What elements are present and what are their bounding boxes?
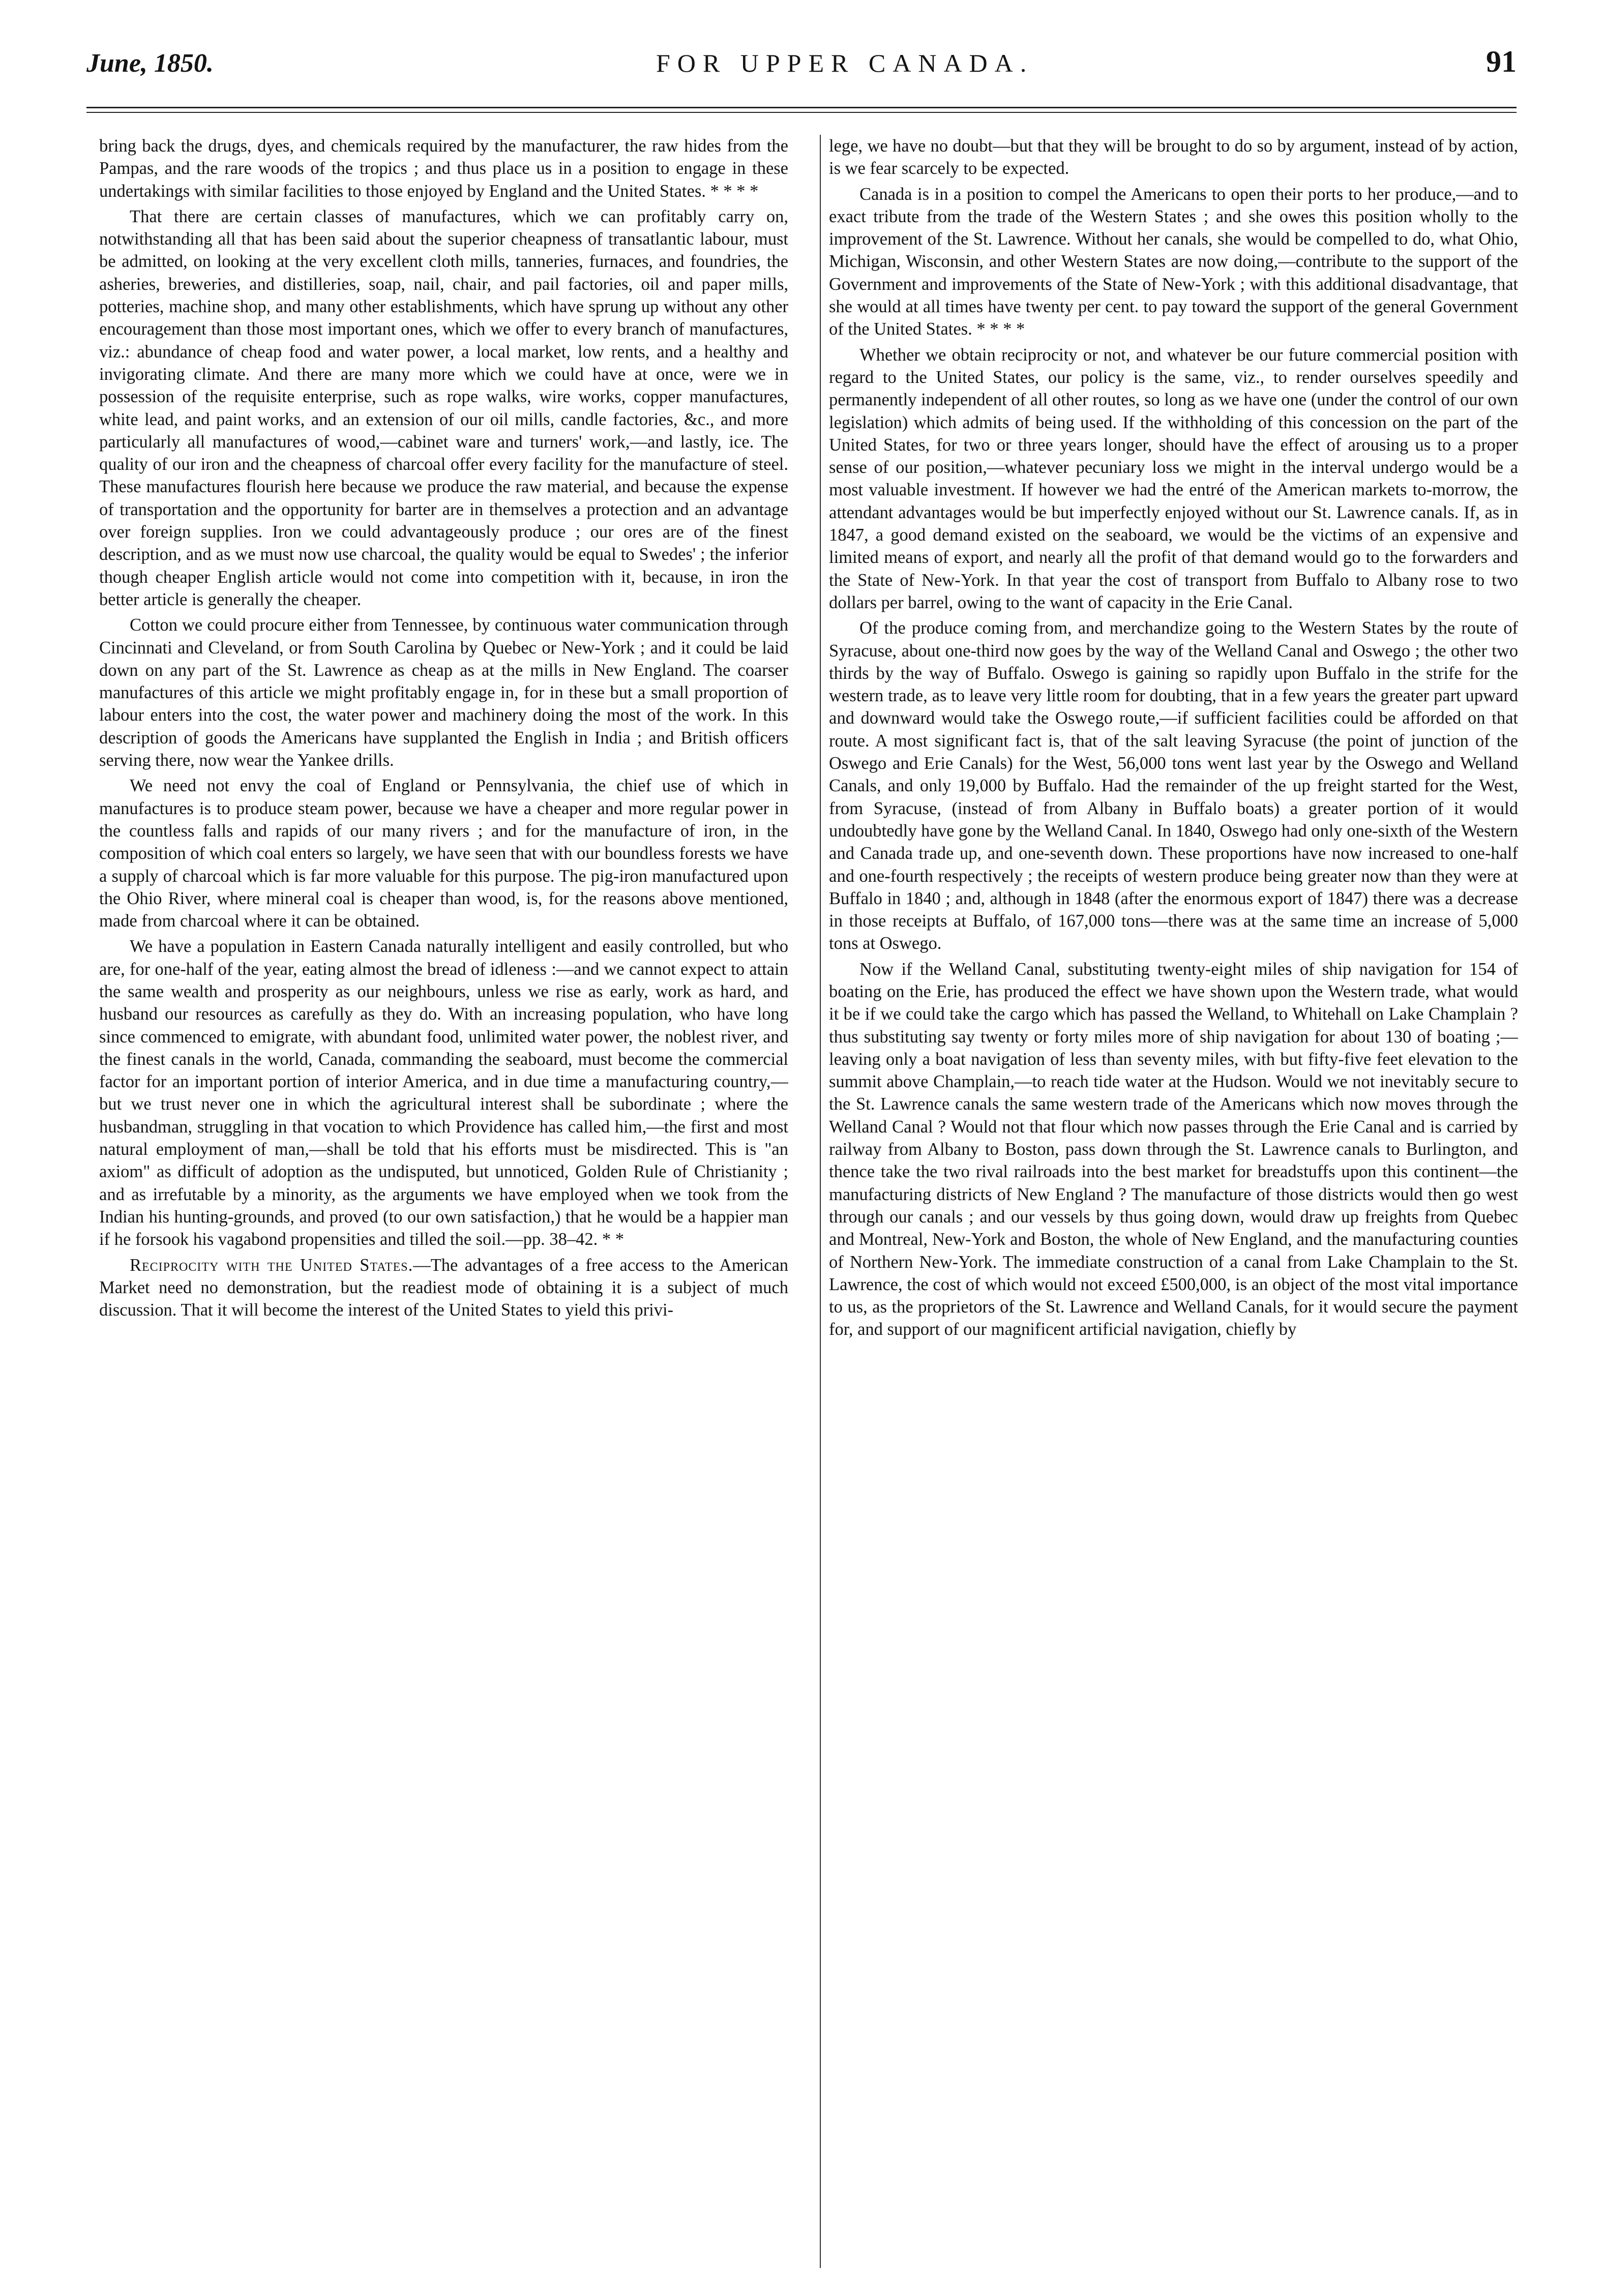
- right-column: [829, 135, 1518, 2268]
- paragraph: We need not envy the coal of England or Pennsylvania, the chief use of which in manufactures is to produce steam power, because we have a cheaper and more regular power in the countless falls and rapids of our many rivers ; and for the manufacture of iron, in the composition of which coal enters so largely, we have seen that with our boundless forests we have a supply of charcoal which is far more valuable for this purpose. The pig-iron manufactured upon the Ohio River, where mineral coal is cheaper than wood, is, for the reasons above mentioned, made from charcoal where it can be obtained.: [99, 776, 788, 931]
- running-head: [86, 45, 1517, 94]
- paragraph-text: —The advantages of a free access to the American Market need no demonstration, but the readiest mode of obtaining it is a subject of much discussion. That it will become the interest of the United States to yield this privi-: [99, 1255, 788, 1320]
- paragraph: Cotton we could procure either from Tennessee, by continuous water communication through Cincinnati and Cleveland, or from South Carolina by Quebec or New-York ; and it could be laid down on any part of the St. Lawrence as cheap as at the mills in New England. The coarser manufactures of this article we might profitably engage in, for in these but a small proportion of labour enters into the cost, the water power and machinery doing the most of the work. In this description of goods the Americans have supplanted the English in India ; and British officers serving there, now wear the Yankee drills.: [99, 615, 788, 770]
- paragraph: That there are certain classes of manufactures, which we can profitably carry on, notwithstanding all that has been said about the superior cheapness of transatlantic labour, must be admitted, on looking at the very excellent cloth mills, tanneries, furnaces, and foundries, the asheries, breweries, and distilleries, soap, nail, chair, and pail factories, oil and paper mills, potteries, machine shop, and many other establishments, which have sprung up without any other encouragement than those most important ones, which we offer to every branch of manufactures, viz.: abundance of cheap food and water power, a local market, low rents, and a healthy and invigorating climate. And there are many more which we could have at once, were we in possession of the requisite enterprise, such as rope walks, wire works, copper manufactures, white lead, and paint works, and an extension of our oil mills, candle factories, &c., and more particularly all manufactures of wood,—cabinet ware and turners' work,—and lastly, ice. The quality of our iron and the cheapness of charcoal offer every facility for the manufacture of steel. These manufactures flourish here because we produce the raw material, and because the expense of transportation and the opportunity for barter are in themselves a protection and an advantage over foreign supplies. Iron we could advantageously produce ; our ores are of the finest description, and as we must now use charcoal, the quality would be equal to Swedes' ; the inferior though cheaper English article would not come into competition with it, because, in iron the better article is generally the cheaper.: [99, 206, 788, 609]
- paragraph: lege, we have no doubt—but that they will be brought to do so by argument, instead of by action, is we fear scarcely to be expected.: [829, 136, 1518, 178]
- paragraph: We have a population in Eastern Canada naturally intelligent and easily controlled, but who are, for one-half of the year, eating almost the bread of idleness :—and we cannot expect to attain the same wealth and prosperity as our neighbours, unless we rise as early, work as hard, and husband our resources as carefully as they do. With an increasing population, who have long since commenced to emigrate, with abundant food, unlimited water power, the noblest river, and the finest canals in the world, Canada, commanding the seaboard, must become the commercial factor for an important portion of interior America, and in due time a manufacturing country,—but we trust never one in which the agricultural interest shall be subordinate ; where the husbandman, struggling in that vocation to which Providence has called him,—the first and most natural employment of man,—shall be told that his efforts must be misdirected. This is "an axiom" as difficult of adoption as the undisputed, but unnoticed, Golden Rule of Christianity ; and as irrefutable by a minority, as the arguments we have employed when we took from the Indian his hunting-grounds, and proved (to our own satisfaction,) that he would be a happier man if he forsook his vagabond propensities and tilled the soil.—pp. 38–42. * *: [99, 937, 788, 1249]
- page-number: 91: [1486, 45, 1517, 78]
- header-date: June, 1850.: [86, 49, 214, 78]
- paragraph-reciprocity: [99, 1254, 788, 1322]
- left-column: [99, 135, 788, 2268]
- header-rule-top: [86, 107, 1517, 108]
- text-columns: [99, 135, 1518, 2268]
- header-title: FOR UPPER CANADA.: [656, 49, 1034, 77]
- paragraph: bring back the drugs, dyes, and chemicals required by the manufacturer, the raw hides from the Pampas, and the rare woods of the tropics ; and thus place us in a position to engage in these undertakings with similar facilities to those enjoyed by England and the United States. * * * *: [99, 136, 788, 201]
- paragraph: Canada is in a position to compel the Americans to open their ports to her produce,—and to exact tribute from the trade of the Western States ; and she owes this position wholly to the improvement of the St. Lawrence. Without her canals, she would be compelled to do, what Ohio, Michigan, Wisconsin, and other Western States are now doing,—contribute to the support of the Government and improvements of the State of New-York ; with this additional disadvantage, that she would at all times have twenty per cent. to pay toward the support of the general Government of the United States. * * * *: [829, 184, 1518, 339]
- header-rule-bottom: [86, 112, 1517, 113]
- paragraph: Whether we obtain reciprocity or not, and whatever be our future commercial position with regard to the United States, our policy is the same, viz., to render ourselves speedily and permanently independent of all other routes, so long as we have one (under the control of our own legislation) which admits of being used. If the withholding of this concession on the part of the United States, for two or three years longer, should have the effect of arousing us to a proper sense of our position,—whatever pecuniary loss we might in the interval undergo would be a most valuable investment. If however we had the entré of the American markets to-morrow, the attendant advantages would be but imperfectly enjoyed without our St. Lawrence canals. If, as in 1847, a good demand existed on the seaboard, we would be the victims of an expensive and limited means of export, and nearly all the profit of that demand would go to the forwarders and the State of New-York. In that year the cost of transport from Buffalo to Albany rose to two dollars per barrel, owing to the want of capacity in the Erie Canal.: [829, 345, 1518, 612]
- paragraph: Now if the Welland Canal, substituting twenty-eight miles of ship navigation for 154 of boating on the Erie, has produced the effect we have shown upon the Western trade, what would it be if we could take the cargo which has passed the Welland, to Whitehall on Lake Champlain ? thus substituting say twenty or forty miles more of ship navigation for about 130 of boating ;—leaving only a boat navigation of less than seventy miles, with but fifty-five feet elevation to the summit above Champlain,—to reach tide water at the Hudson. Would we not inevitably secure to the St. Lawrence canals the same western trade of the Americans which now moves through the Welland Canal ? Would not that flour which now passes through the Erie Canal and is carried by railway from Albany to Boston, pass down through the St. Lawrence canals to Burlington, and thence take the two rival railroads into the best market for breadstuffs upon this continent—the manufacturing districts of New England ? The manufacture of those districts would then go west through our canals ; and our vessels by thus going down, would draw up freights from Quebec and Montreal, New-York and Boston, the whole of New England, and the manufacturing counties of Northern New-York. The immediate construction of a canal from Lake Champlain to the St. Lawrence, the cost of which would not exceed £500,000, is an object of the most vital importance to us, as the proprietors of the St. Lawrence and Welland Canals, for it would secure the payment for, and support of our magnificent artificial navigation, chiefly by: [829, 959, 1518, 1339]
- section-heading: Reciprocity with the United States.: [130, 1255, 413, 1275]
- paragraph: Of the produce coming from, and merchandize going to the Western States by the route of Syracuse, about one-third now goes by the way of the Welland Canal and Oswego ; the other two thirds by the way of Buffalo. Oswego is gaining so rapidly upon Buffalo in the strife for the western trade, as to leave very little room for doubting, that in a few years the greater part upward and downward would take the Oswego route,—if sufficient facilities could be afforded on that route. A most significant fact is, that of the salt leaving Syracuse (the point of junction of the Oswego and Erie Canals) for the West, 56,000 tons went last year by the Oswego and Welland Canals, and only 19,000 by Buffalo. Had the remainder of the up freight started for the West, from Syracuse, (instead of from Albany in Buffalo boats) a greater portion of it would undoubtedly have gone by the Welland Canal. In 1840, Oswego had only one-sixth of the Western and Canada trade up, and one-seventh down. These proportions have now increased to one-half and one-fourth respectively ; the receipts of western produce being greater now than they were at Buffalo in 1840 ; and, although in 1848 (after the enormous export of 1847) there was a decrease in those receipts at Buffalo, of 167,000 tons—there was at the same time an increase of 5,000 tons at Oswego.: [829, 618, 1518, 953]
